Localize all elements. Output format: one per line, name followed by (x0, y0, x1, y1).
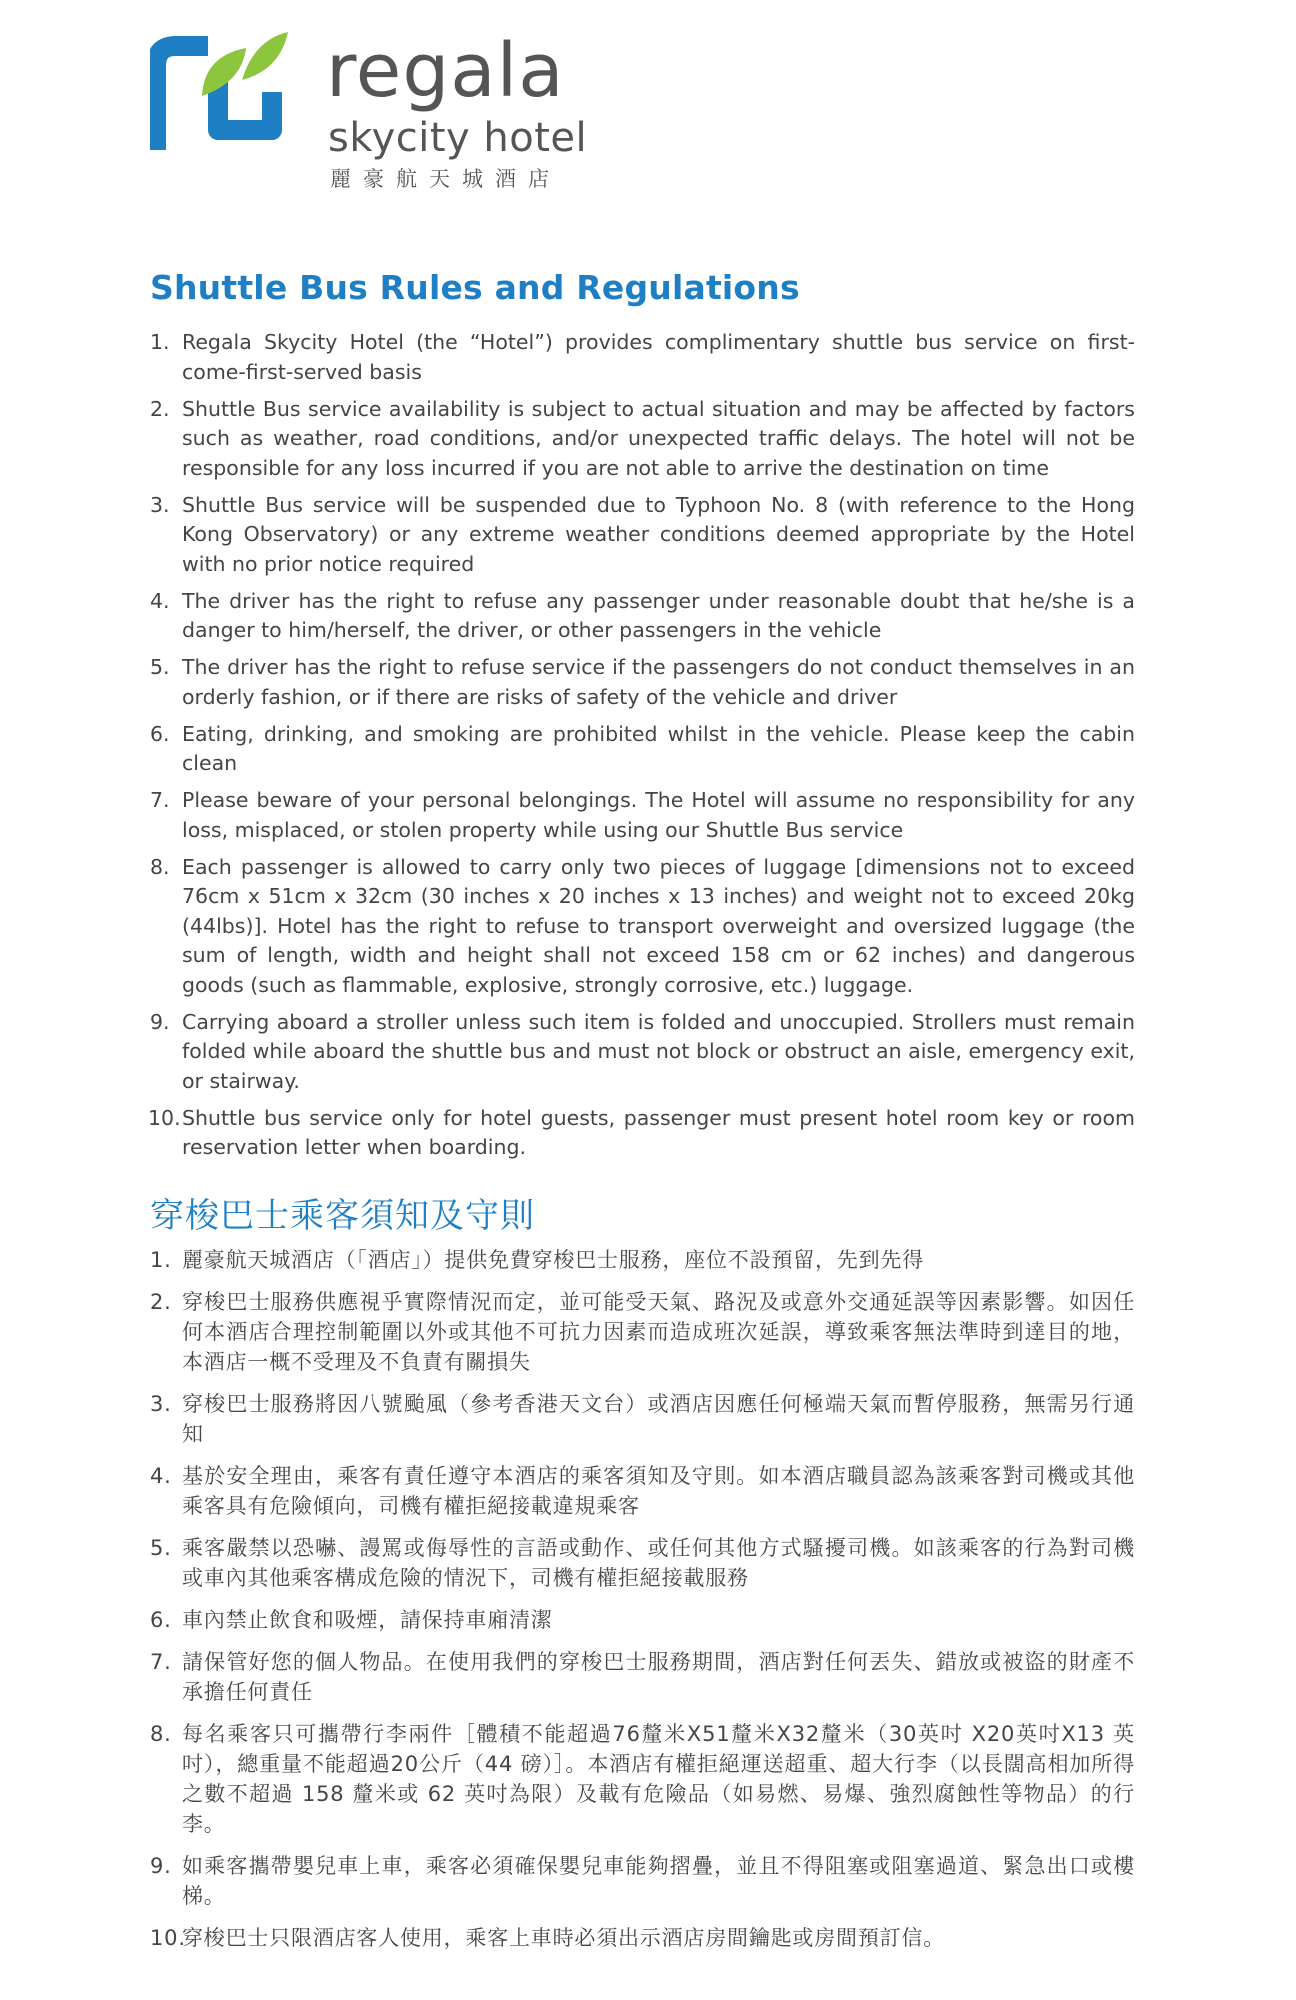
chinese-rule-5: 5. 乘客嚴禁以恐嚇、謾罵或侮辱性的言語或動作、或任何其他方式騷擾司機。如該乘客的行為對司機或車內其他乘客構成危險的情況下，司機有權拒絕接載服務 (150, 1536, 1135, 1590)
chinese-rule-1: 1. 麗豪航天城酒店（「酒店」）提供免費穿梭巴士服務，座位不設預留，先到先得 (150, 1248, 924, 1272)
chinese-rules-list (150, 1245, 1135, 1965)
english-rule-2: 2. Shuttle Bus service availability is subject to actual situation and may be affected by factors such as weather, road conditions, and/or unexpected traffic delays. The hotel will not be responsible for any loss incurred if you are not able to arrive the destination on time (150, 396, 1135, 480)
english-rule-10: 10. Shuttle bus service only for hotel guests, passenger must present hotel room key or room reservation letter when boarding. (148, 1105, 1135, 1159)
regala-logo-mark-icon (150, 26, 290, 156)
chinese-rule-9: 9. 如乘客攜帶嬰兒車上車，乘客必須確保嬰兒車能夠摺疊，並且不得阻塞或阻塞過道、緊急出口或樓梯。 (150, 1854, 1135, 1908)
brand-subtitle: skycity hotel (328, 115, 588, 161)
english-rule-4: 4. The driver has the right to refuse any passenger under reasonable doubt that he/she is a danger to him/herself, the driver, or other passengers in the vehicle (150, 588, 1135, 642)
english-rule-3: 3. Shuttle Bus service will be suspended due to Typhoon No. 8 (with reference to the Hong Kong Observatory) or any extreme weather conditions deemed appropriate by the Hotel with no prior notice required (150, 492, 1135, 576)
chinese-heading: 穿梭巴士乘客須知及守則 (150, 1196, 535, 1236)
english-heading: Shuttle Bus Rules and Regulations (150, 268, 800, 307)
english-rule-7: 7. Please beware of your personal belongings. The Hotel will assume no responsibility for any loss, misplaced, or stolen property while using our Shuttle Bus service (150, 788, 1135, 842)
chinese-rule-3: 3. 穿梭巴士服務將因八號颱風（參考香港天文台）或酒店因應任何極端天氣而暫停服務，無需另行通知 (150, 1392, 1135, 1446)
english-rule-1: 1. Regala Skycity Hotel (the “Hotel”) provides complimentary shuttle bus service on first-come-first-served basis (150, 330, 1135, 384)
chinese-rule-4: 4. 基於安全理由，乘客有責任遵守本酒店的乘客須知及守則。如本酒店職員認為該乘客對司機或其他乘客具有危險傾向，司機有權拒絕接載違規乘客 (150, 1464, 1135, 1518)
english-rules-list (150, 328, 1135, 1170)
chinese-rule-10: 10. 穿梭巴士只限酒店客人使用，乘客上車時必須出示酒店房間鑰匙或房間預訂信。 (150, 1926, 945, 1950)
english-rule-5: 5. The driver has the right to refuse service if the passengers do not conduct themselves in an orderly fashion, or if there are risks of safety of the vehicle and driver (150, 655, 1135, 709)
english-rule-6: 6. Eating, drinking, and smoking are prohibited whilst in the vehicle. Please keep the cabin clean (150, 721, 1135, 775)
chinese-rule-7: 7. 請保管好您的個人物品。在使用我們的穿梭巴士服務期間，酒店對任何丟失、錯放或被盜的財產不承擔任何責任 (150, 1650, 1135, 1704)
chinese-rule-6: 6. 車內禁止飲食和吸煙，請保持車廂清潔 (150, 1608, 553, 1632)
english-rule-8: 8. Each passenger is allowed to carry only two pieces of luggage [dimensions not to exceed 76cm x 51cm x 32cm (30 inches x 20 inches x 13 inches) and weight not to exceed 20kg (44lbs)]. Hotel has the right to refuse to transport overweight and oversized luggage (the sum of length, width and height shall not exceed 158 cm or 62 inches) and dangerous goods (such as flammable, explosive, strongly corrosive, etc.) luggage. (150, 854, 1135, 997)
chinese-rule-2: 2. 穿梭巴士服務供應視乎實際情況而定，並可能受天氣、路況及或意外交通延誤等因素影響。如因任何本酒店合理控制範圍以外或其他不可抗力因素而造成班次延誤，導致乘客無法準時到達目的地，本酒店一概不受理及不負責有關損失 (150, 1290, 1135, 1374)
hotel-logo (150, 26, 710, 196)
chinese-rule-8: 8. 每名乘客只可攜帶行李兩件［體積不能超過76釐米X51釐米X32釐米（30英吋 X20英吋X13 英吋），總重量不能超過20公斤（44 磅）］。本酒店有權拒絕運送超重、超大行李（以長闊高相加所得之數不超過 158 釐米或 62 英吋為限）及載有危險品（如易燃、易爆、強烈腐蝕性等物品）的行李。 (150, 1722, 1135, 1836)
english-rule-9: 9. Carrying aboard a stroller unless such item is folded and unoccupied. Strollers must remain folded while aboard the shuttle bus and must not block or obstruct an aisle, emergency exit, or stairway. (150, 1009, 1135, 1093)
brand-chinese-name: 麗豪航天城酒店 (330, 167, 561, 191)
brand-name: regala (326, 28, 565, 114)
